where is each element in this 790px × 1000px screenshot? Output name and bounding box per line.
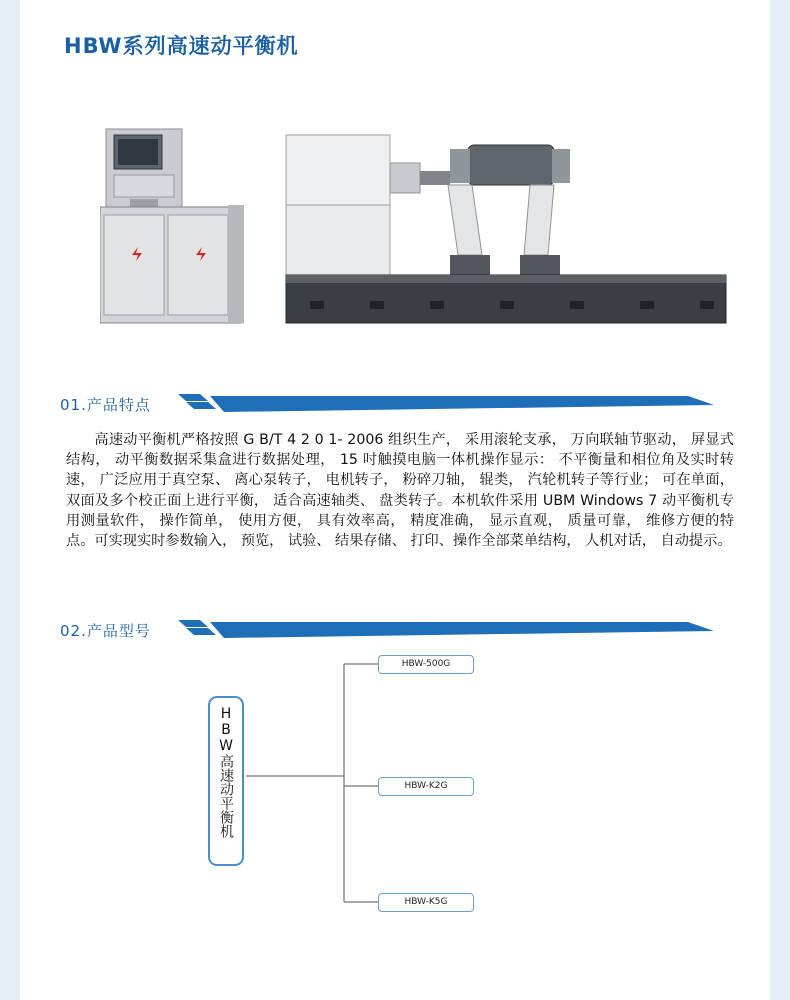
model-label-k5g: HBW-K5G (378, 893, 474, 912)
tree-root-box (208, 696, 244, 866)
section-bar-decoration (178, 390, 718, 416)
section-label-models: 02.产品型号 (60, 622, 151, 640)
tree-root-label: HBW高速动平衡机 (218, 706, 234, 838)
model-label-k2g: HBW-K2G (378, 777, 474, 796)
features-paragraph: 高速动平衡机严格按照 G B/T 4 2 0 1- 2006 组织生产， 采用滚轮支承， 万向联轴节驱动， 屏显式结构， 动平衡数据采集盒进行数据处理， 15 吋触摸电脑一体机操作显示： 不平衡量和相位角及实时转速， 广泛应用于真空泵、 离心泵转子， 电机转子， 粉碎刀轴， 辊类， 汽轮机转子等行业； 可在单面， 双面及多个校正面上进行平衡， 适合高速轴类、 盘类转子。本机软件采用 UBM Windows 7 动平衡机专用测量软件， 操作简单， 使用方便， 具有效率高， 精度准确， 显示直观， 质量可靠， 维修方便的特点。可实现实时参数输入， 预览， 试验、 结果存储、 打印、操作全部菜单结构， 人机对话， 自动提示。 (66, 432, 734, 550)
model-label-500g: HBW-500G (378, 655, 474, 674)
model-tree (170, 640, 470, 930)
section-bar-decoration (178, 616, 718, 642)
product-photo (100, 125, 730, 335)
page (20, 0, 770, 1000)
page-title: HBW系列高速动平衡机 (64, 34, 299, 58)
section-header-features (60, 390, 720, 420)
section-label-features: 01.产品特点 (60, 396, 151, 414)
